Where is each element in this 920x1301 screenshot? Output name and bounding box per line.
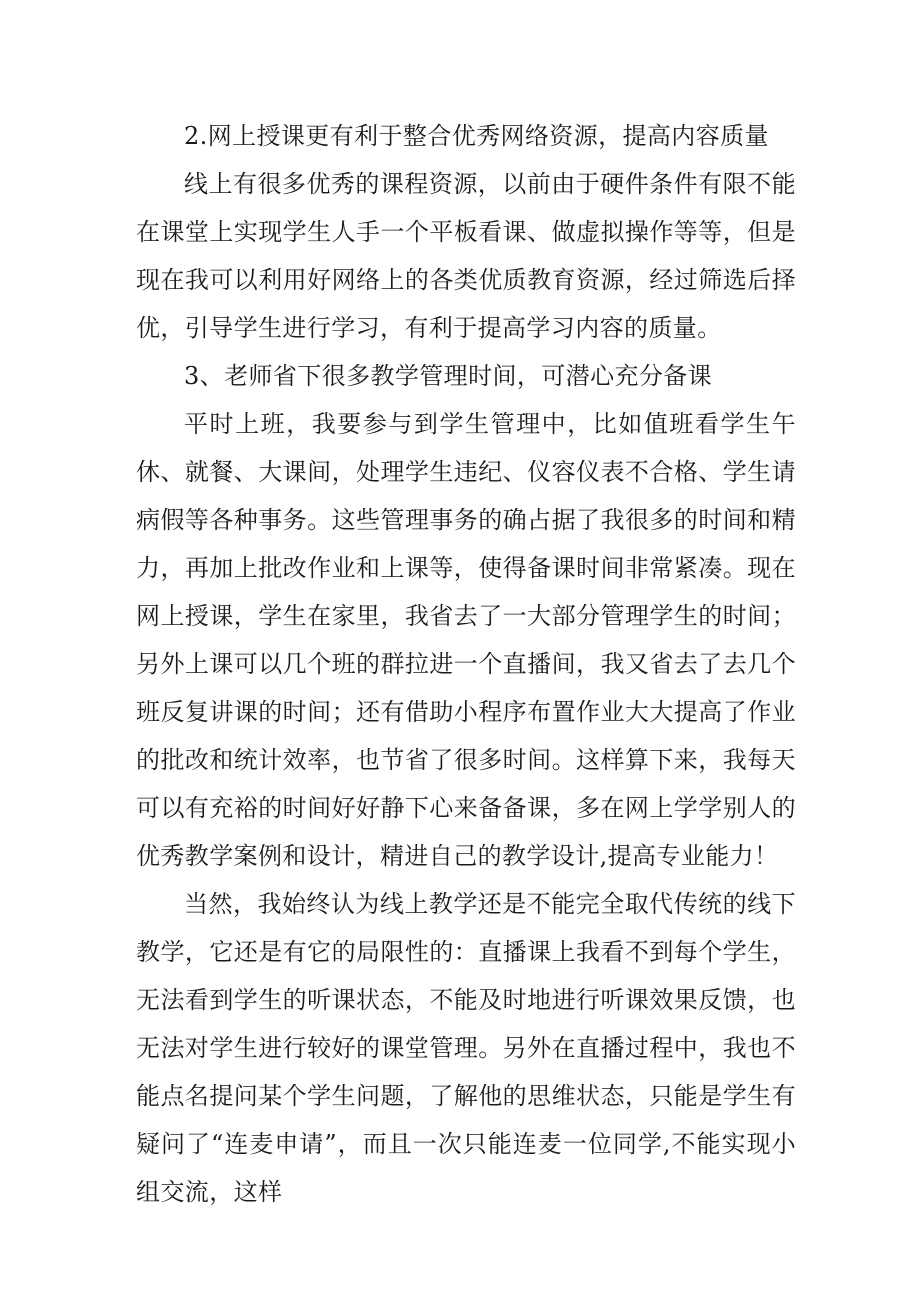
paragraph-online-resources: 线上有很多优秀的课程资源，以前由于硬件条件有限不能在课堂上实现学生人手一个平板看课、做虚拟操作等等，但是现在我可以利用好网络上的各类优质教育资源，经过筛选后择优，引导学生进行学习，有利于提高学习内容的质量。 bbox=[136, 170, 796, 342]
paragraph-limitations: 当然，我始终认为线上教学还是不能完全取代传统的线下教学，它还是有它的局限性的：直播课上我看不到每个学生，无法看到学生的听课状态，不能及时地进行听课效果反馈，也无法对学生进行较好的课堂管理。另外在直播过程中，我也不能点名提问某个学生问题，了解他的思维状态，只能是学生有疑问了“连麦申请”，而且一次只能连麦一位同学,不能实现小组交流，这样 bbox=[136, 890, 796, 1206]
document-body bbox=[136, 112, 796, 1216]
section-heading-3: 3、老师省下很多教学管理时间，可潜心充分备课 bbox=[184, 362, 713, 390]
paragraph-management-time: 平时上班，我要参与到学生管理中，比如值班看学生午休、就餐、大课间，处理学生违纪、仪容仪表不合格、学生请病假等各种事务。这些管理事务的确占据了我很多的时间和精力，再加上批改作业和上课等，使得备课时间非常紧凑。现在网上授课，学生在家里，我省去了一大部分管理学生的时间；另外上课可以几个班的群拉进一个直播间，我又省去了去几个班反复讲课的时间；还有借助小程序布置作业大大提高了作业的批改和统计效率，也节省了很多时间。这样算下来，我每天可以有充裕的时间好好静下心来备备课，多在网上学学别人的优秀教学案例和设计，精进自己的教学设计,提高专业能力！ bbox=[136, 410, 796, 870]
section-heading-2: 2.网上授课更有利于整合优秀网络资源，提高内容质量 bbox=[184, 122, 769, 150]
